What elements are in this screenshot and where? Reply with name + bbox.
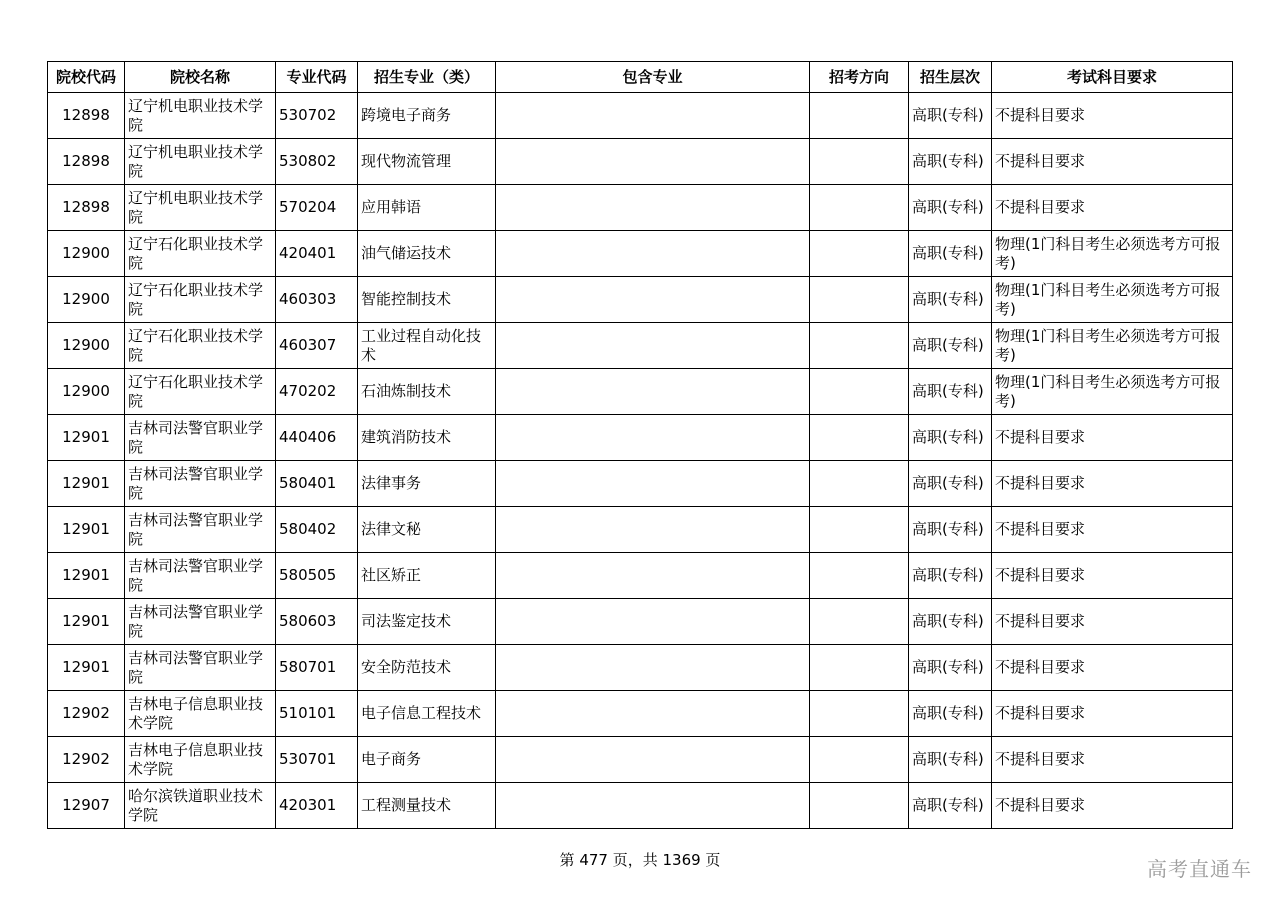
cell-direction [810,369,909,415]
cell-major: 跨境电子商务 [358,93,496,139]
cell-includes [496,369,810,415]
cell-school-name: 吉林司法警官职业学院 [125,645,276,691]
header-school-code: 院校代码 [48,62,125,93]
cell-school-name: 吉林司法警官职业学院 [125,599,276,645]
cell-school-name: 吉林电子信息职业技术学院 [125,691,276,737]
cell-major: 智能控制技术 [358,277,496,323]
cell-school-code: 12901 [48,553,125,599]
cell-major: 安全防范技术 [358,645,496,691]
cell-school-name: 辽宁石化职业技术学院 [125,323,276,369]
cell-school-code: 12898 [48,93,125,139]
cell-requirement: 不提科目要求 [992,783,1233,829]
cell-major-code: 420401 [276,231,358,277]
cell-level: 高职(专科) [909,185,992,231]
cell-major-code: 580401 [276,461,358,507]
cell-includes [496,139,810,185]
table-row [48,461,1233,507]
cell-direction [810,185,909,231]
cell-level: 高职(专科) [909,599,992,645]
cell-includes [496,231,810,277]
cell-requirement: 不提科目要求 [992,645,1233,691]
cell-direction [810,323,909,369]
table-row [48,369,1233,415]
cell-level: 高职(专科) [909,691,992,737]
cell-requirement: 不提科目要求 [992,461,1233,507]
cell-school-name: 哈尔滨铁道职业技术学院 [125,783,276,829]
cell-includes [496,277,810,323]
cell-direction [810,461,909,507]
cell-includes [496,93,810,139]
cell-major-code: 580603 [276,599,358,645]
cell-major: 电子信息工程技术 [358,691,496,737]
cell-school-code: 12900 [48,277,125,323]
cell-requirement: 不提科目要求 [992,415,1233,461]
cell-major: 石油炼制技术 [358,369,496,415]
header-direction: 招考方向 [810,62,909,93]
cell-includes [496,507,810,553]
cell-school-name: 吉林司法警官职业学院 [125,507,276,553]
cell-level: 高职(专科) [909,415,992,461]
cell-includes [496,553,810,599]
cell-requirement: 物理(1门科目考生必须选考方可报考) [992,277,1233,323]
cell-level: 高职(专科) [909,553,992,599]
cell-direction [810,231,909,277]
cell-level: 高职(专科) [909,277,992,323]
cell-major-code: 420301 [276,783,358,829]
cell-major: 法律文秘 [358,507,496,553]
cell-school-code: 12900 [48,231,125,277]
cell-direction [810,737,909,783]
table-row [48,185,1233,231]
cell-school-name: 吉林电子信息职业技术学院 [125,737,276,783]
table-row [48,415,1233,461]
cell-direction [810,691,909,737]
cell-school-code: 12901 [48,599,125,645]
cell-includes [496,323,810,369]
cell-direction [810,553,909,599]
cell-school-name: 辽宁石化职业技术学院 [125,277,276,323]
cell-requirement: 物理(1门科目考生必须选考方可报考) [992,231,1233,277]
cell-requirement: 物理(1门科目考生必须选考方可报考) [992,369,1233,415]
cell-includes [496,783,810,829]
table-row [48,139,1233,185]
cell-requirement: 不提科目要求 [992,93,1233,139]
cell-requirement: 物理(1门科目考生必须选考方可报考) [992,323,1233,369]
cell-school-code: 12907 [48,783,125,829]
cell-includes [496,599,810,645]
cell-level: 高职(专科) [909,645,992,691]
table-row [48,93,1233,139]
cell-school-name: 吉林司法警官职业学院 [125,553,276,599]
cell-direction [810,415,909,461]
table-row [48,645,1233,691]
admissions-table [47,61,1233,829]
header-major-code: 专业代码 [276,62,358,93]
page-number-footer: 第 477 页，共 1369 页 [559,851,721,869]
cell-major-code: 580402 [276,507,358,553]
cell-requirement: 不提科目要求 [992,599,1233,645]
cell-level: 高职(专科) [909,737,992,783]
cell-major-code: 460307 [276,323,358,369]
cell-school-code: 12898 [48,139,125,185]
cell-includes [496,691,810,737]
cell-requirement: 不提科目要求 [992,553,1233,599]
cell-level: 高职(专科) [909,323,992,369]
cell-school-code: 12902 [48,737,125,783]
cell-school-name: 辽宁机电职业技术学院 [125,139,276,185]
table-row [48,277,1233,323]
cell-school-code: 12902 [48,691,125,737]
cell-direction [810,783,909,829]
table-row [48,783,1233,829]
cell-includes [496,645,810,691]
cell-school-name: 辽宁机电职业技术学院 [125,93,276,139]
header-school-name: 院校名称 [125,62,276,93]
cell-major-code: 510101 [276,691,358,737]
header-includes: 包含专业 [496,62,810,93]
cell-school-code: 12900 [48,369,125,415]
header-major: 招生专业（类） [358,62,496,93]
cell-major: 社区矫正 [358,553,496,599]
cell-school-code: 12901 [48,461,125,507]
cell-major-code: 530701 [276,737,358,783]
header-row [48,62,1233,93]
table-row [48,231,1233,277]
cell-level: 高职(专科) [909,231,992,277]
cell-major-code: 460303 [276,277,358,323]
cell-major: 电子商务 [358,737,496,783]
cell-major: 建筑消防技术 [358,415,496,461]
header-level: 招生层次 [909,62,992,93]
cell-major-code: 530802 [276,139,358,185]
cell-direction [810,599,909,645]
cell-major: 工程测量技术 [358,783,496,829]
cell-direction [810,277,909,323]
table-row [48,323,1233,369]
cell-requirement: 不提科目要求 [992,737,1233,783]
cell-major: 工业过程自动化技术 [358,323,496,369]
cell-school-code: 12900 [48,323,125,369]
cell-level: 高职(专科) [909,139,992,185]
cell-includes [496,415,810,461]
table-row [48,737,1233,783]
table-row [48,691,1233,737]
cell-school-code: 12898 [48,185,125,231]
cell-direction [810,507,909,553]
cell-school-code: 12901 [48,415,125,461]
header-requirement: 考试科目要求 [992,62,1233,93]
table-row [48,507,1233,553]
cell-major: 油气储运技术 [358,231,496,277]
cell-level: 高职(专科) [909,369,992,415]
cell-major-code: 440406 [276,415,358,461]
cell-school-name: 辽宁石化职业技术学院 [125,231,276,277]
cell-level: 高职(专科) [909,461,992,507]
watermark: 高考直通车 [1147,857,1252,881]
cell-major: 现代物流管理 [358,139,496,185]
cell-level: 高职(专科) [909,93,992,139]
cell-school-name: 辽宁石化职业技术学院 [125,369,276,415]
cell-major: 应用韩语 [358,185,496,231]
cell-major-code: 530702 [276,93,358,139]
cell-requirement: 不提科目要求 [992,185,1233,231]
cell-school-name: 辽宁机电职业技术学院 [125,185,276,231]
table-body [48,93,1233,829]
cell-direction [810,93,909,139]
cell-includes [496,185,810,231]
cell-school-name: 吉林司法警官职业学院 [125,461,276,507]
cell-major-code: 580701 [276,645,358,691]
cell-includes [496,461,810,507]
cell-level: 高职(专科) [909,507,992,553]
table-row [48,599,1233,645]
cell-requirement: 不提科目要求 [992,691,1233,737]
cell-direction [810,139,909,185]
cell-level: 高职(专科) [909,783,992,829]
cell-major-code: 470202 [276,369,358,415]
cell-direction [810,645,909,691]
cell-major: 司法鉴定技术 [358,599,496,645]
cell-school-code: 12901 [48,507,125,553]
cell-school-code: 12901 [48,645,125,691]
cell-school-name: 吉林司法警官职业学院 [125,415,276,461]
table-row [48,553,1233,599]
cell-includes [496,737,810,783]
cell-major-code: 580505 [276,553,358,599]
cell-major: 法律事务 [358,461,496,507]
cell-major-code: 570204 [276,185,358,231]
cell-requirement: 不提科目要求 [992,507,1233,553]
cell-requirement: 不提科目要求 [992,139,1233,185]
